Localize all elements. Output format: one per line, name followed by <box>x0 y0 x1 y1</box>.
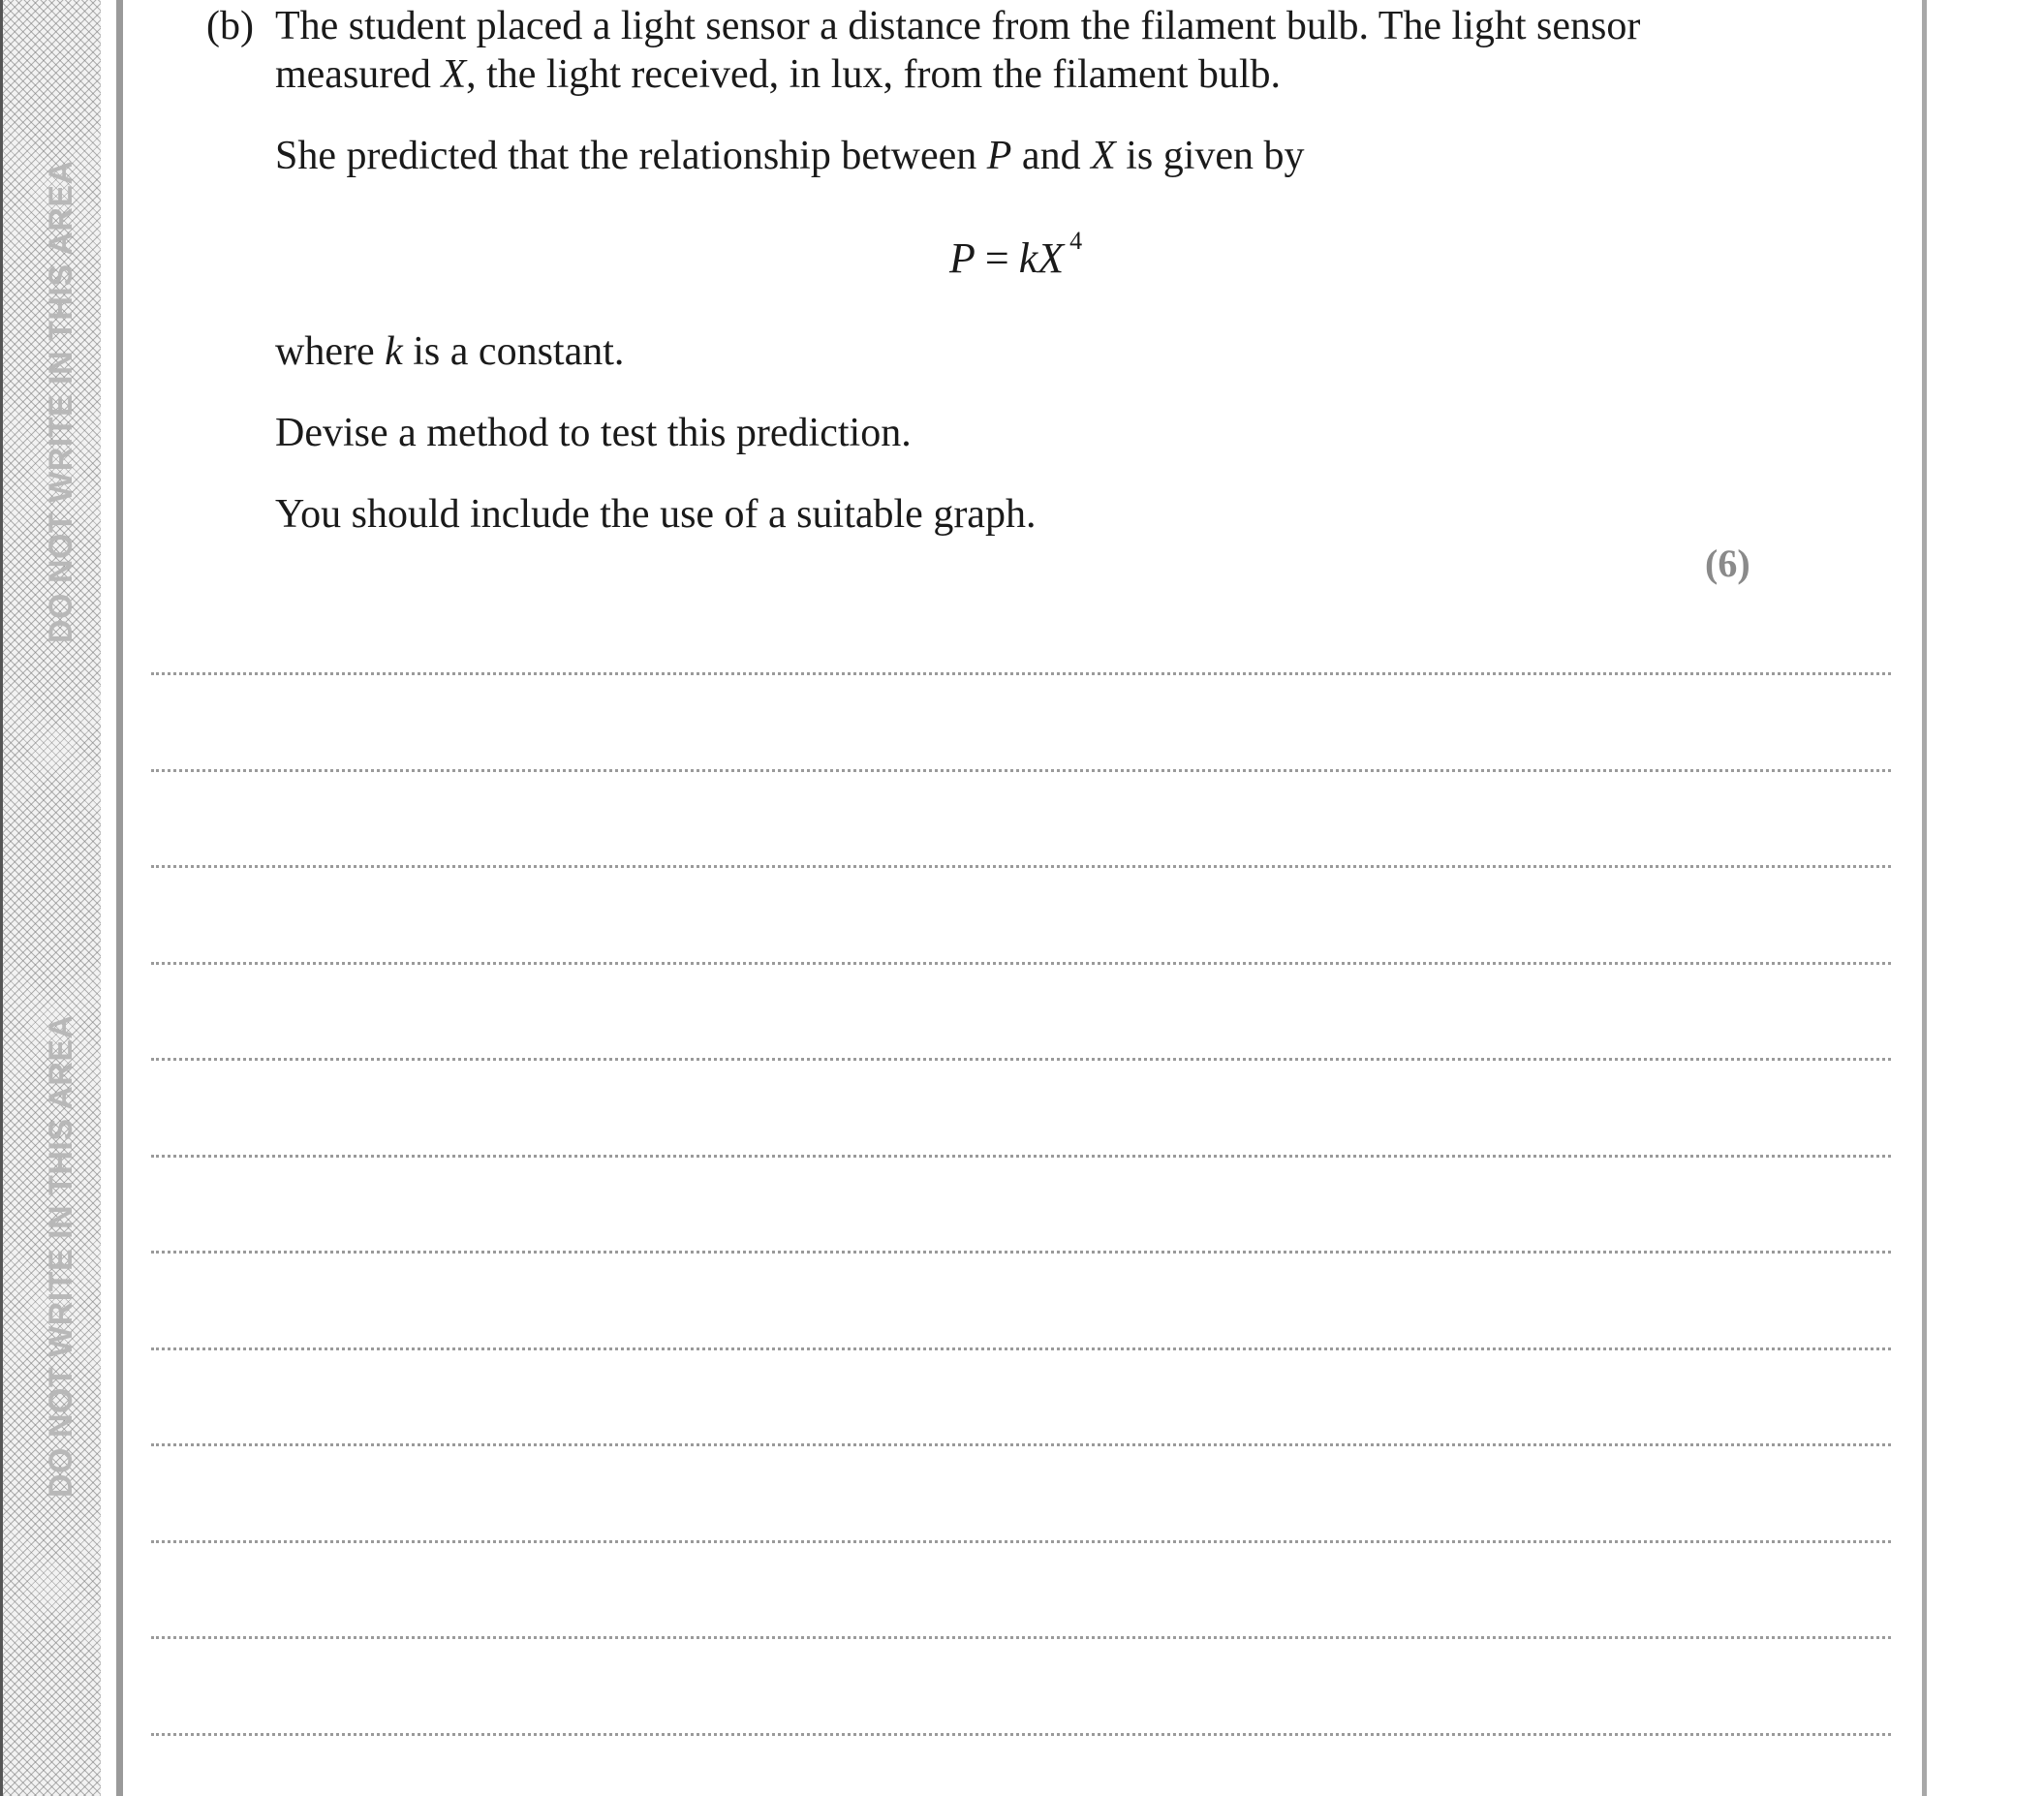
text-segment: She predicted that the relationship between <box>275 134 987 178</box>
do-not-write-warning-top: DO NOT WRITE IN THIS AREA <box>43 160 79 643</box>
text-segment: measured <box>275 52 442 97</box>
answer-line[interactable] <box>151 769 1891 772</box>
answer-line[interactable] <box>151 1443 1891 1446</box>
answer-line[interactable] <box>151 1636 1891 1639</box>
equation-lhs: P <box>949 234 976 282</box>
answer-line[interactable] <box>151 1347 1891 1350</box>
answer-line[interactable] <box>151 1251 1891 1254</box>
question-text-line-4 <box>275 327 624 376</box>
text-segment: and <box>1011 134 1092 178</box>
variable-x: X <box>1091 134 1116 178</box>
variable-p: P <box>986 134 1012 178</box>
marks-indicator: (6) <box>1705 542 1750 585</box>
question-text-line-1-text: The student placed a light sensor a distance from the filament bulb. The light sensor <box>275 4 1641 48</box>
question-text-line-3 <box>275 132 1305 180</box>
answer-line[interactable] <box>151 672 1891 675</box>
answer-line[interactable] <box>151 1540 1891 1543</box>
text-segment: where <box>275 329 386 374</box>
equation-exponent: 4 <box>1069 227 1083 255</box>
text-segment: , the light received, in lux, from the filament bulb. <box>466 52 1282 97</box>
answer-line[interactable] <box>151 1155 1891 1158</box>
text-segment: is given by <box>1115 134 1305 178</box>
equation-sign: = <box>984 234 1009 282</box>
right-border <box>1922 0 1927 1796</box>
do-not-write-warning-bottom: DO NOT WRITE IN THIS AREA <box>43 1014 79 1498</box>
variable-k: k <box>385 329 403 374</box>
equation <box>949 227 1082 283</box>
question-part-label: (b) <box>206 4 254 48</box>
variable-x: X <box>441 52 467 97</box>
margin-divider <box>116 0 123 1796</box>
question-text-line-1 <box>275 2 1640 50</box>
question-text-line-5-text: Devise a method to test this prediction. <box>275 411 912 455</box>
answer-line[interactable] <box>151 865 1891 868</box>
answer-line[interactable] <box>151 1058 1891 1061</box>
question-text-line-6-text: You should include the use of a suitable graph. <box>275 492 1037 537</box>
question-text-line-6 <box>275 490 1036 539</box>
answer-line[interactable] <box>151 1733 1891 1736</box>
text-segment: is a constant. <box>402 329 625 374</box>
question-text-line-5 <box>275 409 912 457</box>
question-text-line-2 <box>275 50 1281 99</box>
equation-rhs: kX <box>1018 234 1065 282</box>
answer-line[interactable] <box>151 962 1891 965</box>
